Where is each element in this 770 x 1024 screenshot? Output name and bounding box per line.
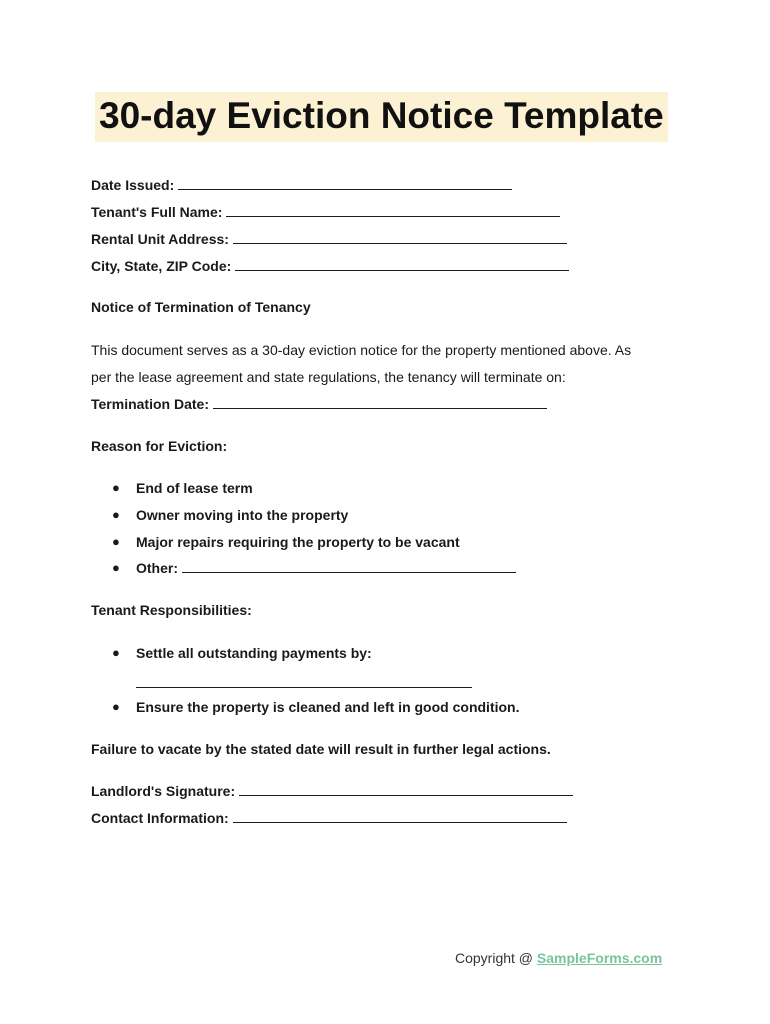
field-label: Landlord's Signature: (91, 783, 236, 799)
footer-copyright (455, 950, 662, 966)
field-label: Other: (136, 560, 178, 576)
list-item: End of lease term (136, 480, 253, 496)
fill-in-blank (233, 230, 567, 244)
field-label: Tenant's Full Name: (91, 204, 223, 220)
field-label: City, State, ZIP Code: (91, 258, 232, 274)
notice-heading: Notice of Termination of Tenancy (91, 299, 311, 315)
fill-in-blank (213, 395, 547, 409)
bullet-icon: ● (112, 534, 120, 549)
fill-in-blank (178, 176, 512, 190)
responsibilities-heading: Tenant Responsibilities: (91, 602, 252, 618)
field-landlord-signature (91, 782, 573, 800)
list-item: Ensure the property is cleaned and left in good condition. (136, 699, 520, 715)
list-item-other (136, 559, 516, 577)
bullet-icon: ● (112, 645, 120, 660)
fill-in-blank (226, 203, 560, 217)
field-termination-date (91, 395, 547, 413)
page-title: 30-day Eviction Notice Template (99, 95, 664, 136)
bullet-icon: ● (112, 507, 120, 522)
list-item: Major repairs requiring the property to be vacant (136, 534, 460, 550)
field-tenant-name (91, 203, 560, 221)
field-contact-information (91, 809, 567, 827)
field-label: Termination Date: (91, 396, 209, 412)
fill-in-blank (182, 559, 516, 573)
fill-in-blank (136, 686, 472, 688)
title-highlight (95, 92, 668, 142)
list-item: Owner moving into the property (136, 507, 349, 523)
field-label: Contact Information: (91, 810, 229, 826)
field-date-issued (91, 176, 512, 194)
warning-text: Failure to vacate by the stated date will result in further legal actions. (91, 741, 551, 757)
fill-in-blank (239, 782, 573, 796)
copyright-text: Copyright @ (455, 950, 537, 966)
body-text-line: This document serves as a 30-day eviction notice for the property mentioned above. As (91, 342, 632, 358)
field-label: Date Issued: (91, 177, 175, 193)
bullet-icon: ● (112, 560, 120, 575)
fill-in-blank (233, 809, 567, 823)
sampleforms-link[interactable]: SampleForms.com (536, 950, 663, 966)
list-item: Settle all outstanding payments by: (136, 645, 372, 661)
reason-heading: Reason for Eviction: (91, 438, 228, 454)
body-text-line: per the lease agreement and state regulations, the tenancy will terminate on: (91, 369, 566, 385)
bullet-icon: ● (112, 699, 120, 714)
fill-in-blank (235, 257, 569, 271)
bullet-icon: ● (112, 480, 120, 495)
field-label: Rental Unit Address: (91, 231, 229, 247)
field-city-state-zip (91, 257, 569, 275)
field-rental-address (91, 230, 567, 248)
